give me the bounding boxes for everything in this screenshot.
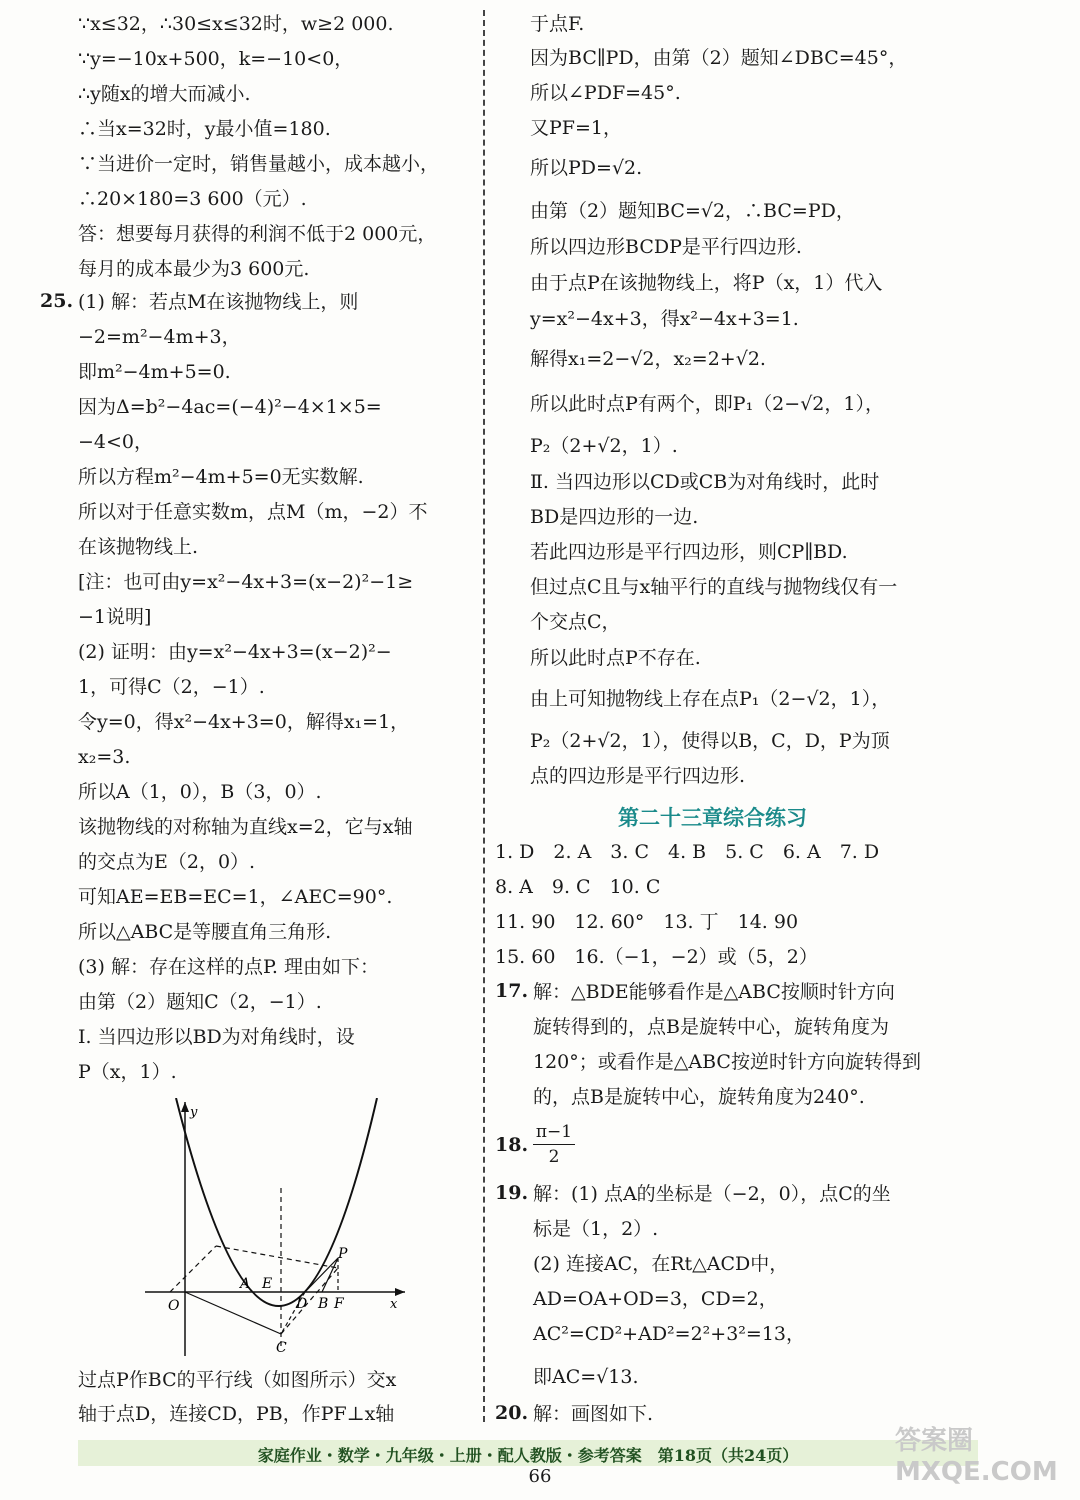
text-line: 过点P作BC的平行线（如图所示）交x [78,1369,397,1391]
text-line: ∵当进价一定时，销售量越小，成本越小， [78,153,440,175]
question-18-fraction [533,1122,575,1167]
question-18-label: 18. [495,1134,529,1156]
answer-row: 8. A 9. C 10. C [495,876,661,898]
text-line: y=x²−4x+3，得x²−4x+3=1. [530,308,799,330]
text-line: [注：也可由y=x²−4x+3=(x−2)²−1≥ [78,571,414,593]
text-line: 即m²−4m+5=0. [78,361,231,383]
text-line: 解得x₁=2−√2，x₂=2+√2. [530,348,766,370]
text-line: 答：想要每月获得的利润不低于2 000元， [78,223,437,245]
text-line: 所以△ABC是等腰直角三角形. [78,921,332,943]
text-line: 每月的成本最少为3 600元. [78,258,310,280]
label-D: D [296,1296,308,1312]
text-line: 由于点P在该抛物线上，将P（x，1）代入 [530,272,883,294]
text-line: BD是四边形的一边. [530,506,699,528]
answer-row: 15. 60 16.（−1，−2）或（5，2） [495,946,818,968]
text-line: ∴y随x的增大而减小. [78,83,251,105]
text-line: 所以方程m²−4m+5=0无实数解. [78,466,364,488]
text-line: 该抛物线的对称轴为直线x=2，它与x轴 [78,816,413,838]
answer-row: 11. 90 12. 60° 13. 丁 14. 90 [495,911,799,933]
text-line: ∴当x=32时，y最小值=180. [78,118,331,140]
question-20-text: 解：画图如下. [533,1403,654,1425]
text-line: 点的四边形是平行四边形. [530,765,746,787]
text-line: −2=m²−4m+3， [78,326,241,348]
label-B: B [318,1296,329,1312]
label-P: P [338,1246,348,1262]
text-line: Ⅰ. 当四边形以BD为对角线时，设 [78,1026,355,1048]
question-25-label: 25. [40,290,74,312]
text-line: 即AC=√13. [533,1366,639,1388]
text-line: AD=OA+OD=3，CD=2， [533,1288,778,1310]
text-line: 的交点为E（2，0）. [78,851,256,873]
text-line: 所以∠PDF=45°. [530,82,681,104]
text-line: −1说明] [78,606,152,628]
footer-band [78,1440,978,1466]
text-line: 由第（2）题知BC=√2，∴BC=PD， [530,200,855,222]
text-line: (2) 连接AC，在Rt△ACD中， [533,1253,789,1275]
text-line: Ⅱ. 当四边形以CD或CB为对角线时，此时 [530,471,880,493]
question-19-label: 19. [495,1182,529,1204]
question-20-label: 20. [495,1402,529,1424]
text-line: 标是（1，2）. [533,1218,659,1240]
text-line: 因为Δ=b²−4ac=(−4)²−4×1×5= [78,396,382,418]
text-line: ∵y=−10x+500，k=−10<0， [78,48,354,70]
chapter-heading: 第二十三章综合练习 [618,805,807,830]
text-line: 于点F. [530,13,585,35]
label-x: x [390,1297,398,1312]
text-line: 所以此时点P不存在. [530,647,701,669]
text-line: −4<0， [78,431,154,453]
question-17-label: 17. [495,980,529,1002]
label-C: C [276,1340,287,1356]
text-line: ∴20×180=3 600（元）. [78,188,307,210]
text-line: ∵x≤32，∴30≤x≤32时，w≥2 000. [78,13,394,35]
text-line: 在该抛物线上. [78,536,199,558]
text-line: (2) 证明：由y=x²−4x+3=(x−2)²− [78,641,392,663]
text-line: P₂（2+√2，1）. [530,435,678,457]
text-line: (1) 解：若点M在该抛物线上，则 [78,291,359,313]
text-line: 120°；或看作是△ABC按逆时针方向旋转得到 [533,1051,921,1073]
text-line: 因为BC∥PD，由第（2）题知∠DBC=45°， [530,47,908,69]
label-A: A [240,1276,251,1292]
text-line: 所以PD=√2. [530,157,643,179]
text-line: 旋转得到的，点B是旋转中心，旋转角度为 [533,1016,889,1038]
text-line: 所以A（1，0），B（3，0）. [78,781,322,803]
label-y: y [190,1105,198,1120]
text-line: 所以四边形BCDP是平行四边形. [530,236,802,258]
text-line: 1，可得C（2，−1）. [78,676,265,698]
text-line: P₂（2+√2，1），使得以B，C，D，P为顶 [530,730,890,752]
text-line: 若此四边形是平行四边形，则CP∥BD. [530,541,848,563]
text-line: P（x，1）. [78,1061,177,1083]
text-line: 轴于点D，连接CD，PB，作PF⊥x轴 [78,1403,395,1425]
fraction-numerator: π−1 [535,1122,573,1142]
text-line: 但过点C且与x轴平行的直线与抛物线仅有一 [530,576,898,598]
page-number: 66 [528,1466,552,1487]
text-line: 解：(1) 点A的坐标是（−2，0），点C的坐 [533,1183,891,1205]
text-line: 的，点B是旋转中心，旋转角度为240°. [533,1086,865,1108]
label-O: O [168,1298,180,1314]
watermark: 答案圈 MXQE.COM [895,1426,1058,1487]
label-E: E [262,1276,273,1292]
footer-text: 家庭作业・数学・九年级・上册・配人教版・参考答案 第18页（共24页） [257,1446,799,1465]
parabola-figure [140,1098,410,1360]
text-line: AC²=CD²+AD²=2²+3²=13， [533,1323,806,1345]
text-line: 令y=0，得x²−4x+3=0，解得x₁=1， [78,711,410,733]
text-line: 解：△BDE能够看作是△ABC按顺时针方向 [533,981,895,1003]
text-line: 可知AE=EB=EC=1，∠AEC=90°. [78,886,393,908]
text-line: 由第（2）题知C（2，−1）. [78,991,322,1013]
column-divider [483,10,485,1422]
text-line: 所以对于任意实数m，点M（m，−2）不 [78,501,428,523]
text-line: 个交点C， [530,611,621,633]
text-line: 又PF=1， [530,117,622,139]
text-line: (3) 解：存在这样的点P. 理由如下： [78,956,379,978]
fraction-denominator: 2 [548,1147,560,1167]
label-F: F [334,1296,344,1312]
answer-row: 1. D 2. A 3. C 4. B 5. C 6. A 7. D [495,841,880,863]
text-line: 由上可知抛物线上存在点P₁（2−√2，1）， [530,688,891,710]
text-line: 所以此时点P有两个，即P₁（2−√2，1）， [530,393,884,415]
text-line: x₂=3. [78,746,131,768]
